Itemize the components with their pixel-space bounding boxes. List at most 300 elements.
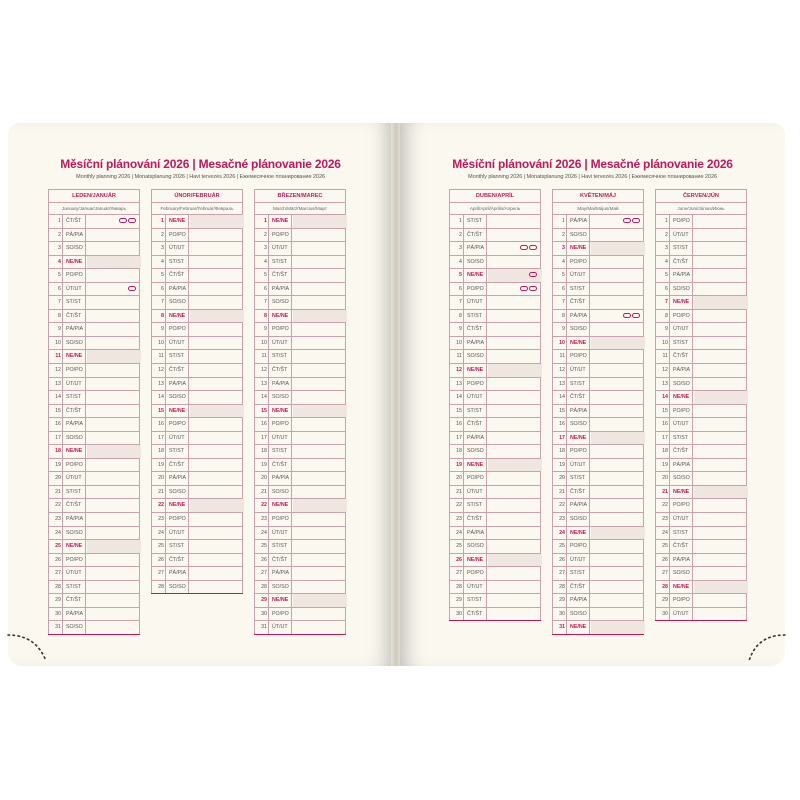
day-number: 1 [58, 218, 61, 224]
day-row[interactable] [151, 417, 243, 431]
day-row[interactable] [48, 363, 140, 377]
weekday-label: PÁ/PIA [62, 418, 86, 431]
day-row[interactable] [552, 498, 644, 512]
day-row[interactable] [48, 553, 140, 567]
day-row[interactable] [552, 526, 644, 540]
day-row[interactable] [48, 431, 140, 445]
day-row[interactable] [254, 485, 346, 499]
day-row[interactable] [151, 377, 243, 391]
day-row[interactable] [151, 309, 243, 323]
day-number: 22 [559, 502, 565, 509]
day-row[interactable] [655, 431, 747, 445]
weekday-label: SO/SO [62, 432, 86, 445]
day-row[interactable] [151, 390, 243, 404]
day-row[interactable] [655, 539, 747, 553]
day-row[interactable] [552, 336, 644, 350]
day-number: 11 [456, 353, 462, 360]
day-row[interactable] [48, 404, 140, 418]
day-row[interactable] [655, 349, 747, 363]
weekday-label: SO/SO [165, 391, 189, 404]
day-row[interactable] [48, 458, 140, 472]
day-row[interactable] [254, 390, 346, 404]
day-row[interactable] [655, 458, 747, 472]
day-row[interactable] [254, 431, 346, 445]
day-number: 9 [58, 326, 61, 333]
day-row[interactable] [655, 512, 747, 526]
day-row[interactable] [449, 322, 541, 336]
day-row[interactable] [655, 255, 747, 269]
day-number: 19 [261, 461, 267, 468]
day-row[interactable] [151, 214, 243, 228]
day-row[interactable] [254, 607, 346, 621]
day-row[interactable] [449, 458, 541, 472]
day-row[interactable] [449, 241, 541, 255]
weekday-label: PO/PO [463, 283, 487, 296]
weekday-label: PO/PO [566, 540, 590, 553]
day-row[interactable] [449, 580, 541, 594]
day-row[interactable] [48, 241, 140, 255]
day-row[interactable] [449, 498, 541, 512]
day-row[interactable] [449, 607, 541, 621]
day-row[interactable] [151, 349, 243, 363]
day-row[interactable] [449, 593, 541, 607]
day-row[interactable] [151, 580, 243, 594]
day-row[interactable] [254, 471, 346, 485]
day-row[interactable] [655, 295, 747, 309]
day-row[interactable] [552, 417, 644, 431]
day-row[interactable] [655, 322, 747, 336]
weekday-label: SO/SO [62, 337, 86, 350]
day-number: 24 [662, 529, 668, 536]
day-row[interactable] [151, 471, 243, 485]
day-row[interactable] [552, 241, 644, 255]
day-number: 25 [261, 543, 267, 550]
day-row[interactable] [151, 322, 243, 336]
day-row[interactable] [151, 526, 243, 540]
day-row[interactable] [151, 363, 243, 377]
day-row[interactable] [655, 377, 747, 391]
day-number: 10 [456, 339, 462, 346]
day-number: 1 [459, 218, 462, 224]
day-row[interactable] [655, 471, 747, 485]
day-row[interactable] [449, 377, 541, 391]
day-row[interactable] [151, 404, 243, 418]
day-number: 10 [662, 339, 668, 346]
day-number: 19 [158, 461, 164, 468]
day-row[interactable] [552, 404, 644, 418]
day-row[interactable] [151, 282, 243, 296]
day-number: 15 [456, 407, 462, 414]
day-row[interactable] [151, 498, 243, 512]
day-row[interactable] [449, 268, 541, 282]
day-row[interactable] [655, 566, 747, 580]
day-row[interactable] [48, 377, 140, 391]
day-row[interactable] [449, 349, 541, 363]
weekday-label: NE/NE [566, 527, 590, 540]
day-row[interactable] [151, 431, 243, 445]
day-row[interactable] [655, 214, 747, 228]
weekday-label: PÁ/PIA [566, 215, 590, 228]
day-row[interactable] [449, 282, 541, 296]
day-row[interactable] [552, 444, 644, 458]
day-row[interactable] [254, 295, 346, 309]
day-number: 3 [459, 245, 462, 252]
day-row[interactable] [151, 444, 243, 458]
day-row[interactable] [48, 336, 140, 350]
day-row[interactable] [655, 404, 747, 418]
day-number: 21 [456, 488, 462, 495]
page-title: Měsíční plánování 2026 | Mesačné plánovanie 2026 [60, 157, 341, 171]
day-row[interactable] [552, 214, 644, 228]
day-row[interactable] [449, 431, 541, 445]
day-row[interactable] [552, 282, 644, 296]
day-row[interactable] [254, 580, 346, 594]
day-row[interactable] [449, 512, 541, 526]
day-number: 12 [55, 367, 61, 374]
day-row[interactable] [254, 282, 346, 296]
day-row[interactable] [449, 526, 541, 540]
weekday-label: SO/SO [268, 581, 292, 594]
day-row[interactable] [48, 349, 140, 363]
day-row[interactable] [151, 485, 243, 499]
flag-badge-icon [529, 245, 537, 250]
day-number: 18 [261, 448, 267, 455]
flag-badge-icon [520, 286, 528, 291]
day-number: 3 [161, 245, 164, 252]
day-number: 4 [161, 258, 164, 265]
day-row[interactable] [552, 458, 644, 472]
day-row[interactable] [655, 336, 747, 350]
weekday-label: ÚT/UT [566, 554, 590, 567]
weekday-label: PÁ/PIA [268, 472, 292, 485]
day-row[interactable] [48, 295, 140, 309]
day-row[interactable] [48, 322, 140, 336]
day-row[interactable] [655, 485, 747, 499]
weekday-label: ST/ST [566, 472, 590, 485]
day-row[interactable] [254, 526, 346, 540]
day-number: 6 [459, 285, 462, 292]
day-row[interactable] [552, 349, 644, 363]
day-row[interactable] [48, 417, 140, 431]
day-row[interactable] [552, 539, 644, 553]
day-row[interactable] [449, 566, 541, 580]
day-row[interactable] [449, 539, 541, 553]
day-row[interactable] [254, 620, 346, 634]
day-number: 28 [456, 583, 462, 590]
day-number: 27 [456, 570, 462, 577]
month-block [151, 189, 243, 594]
weekday-label: PO/PO [268, 513, 292, 526]
day-row[interactable] [552, 268, 644, 282]
weekday-label: ÚT/UT [566, 459, 590, 472]
weekday-label: ÚT/UT [165, 432, 189, 445]
day-row[interactable] [254, 214, 346, 228]
day-number: 23 [662, 516, 668, 523]
day-number: 27 [559, 570, 565, 577]
day-row[interactable] [48, 268, 140, 282]
day-row[interactable] [48, 539, 140, 553]
day-number: 2 [161, 231, 164, 238]
day-row[interactable] [254, 336, 346, 350]
weekday-label: PÁ/PIA [165, 567, 189, 580]
day-number: 13 [456, 380, 462, 387]
flag-badge-icon [529, 272, 537, 277]
day-row[interactable] [552, 580, 644, 594]
day-row[interactable] [48, 309, 140, 323]
day-row[interactable] [48, 498, 140, 512]
day-row[interactable] [254, 228, 346, 242]
day-row[interactable] [655, 417, 747, 431]
day-row[interactable] [449, 417, 541, 431]
day-row[interactable] [655, 309, 747, 323]
weekday-label: ČT/ŠT [62, 499, 86, 512]
day-row[interactable] [552, 255, 644, 269]
day-row[interactable] [655, 363, 747, 377]
day-row[interactable] [48, 580, 140, 594]
weekday-label: ČT/ŠT [165, 554, 189, 567]
day-row[interactable] [655, 526, 747, 540]
day-row[interactable] [655, 228, 747, 242]
day-row[interactable] [151, 228, 243, 242]
day-number: 22 [158, 502, 164, 509]
weekday-label: PÁ/PIA [669, 459, 693, 472]
day-row[interactable] [48, 566, 140, 580]
day-row[interactable] [449, 228, 541, 242]
day-row[interactable] [48, 593, 140, 607]
day-row[interactable] [552, 593, 644, 607]
day-number: 21 [55, 488, 61, 495]
day-row[interactable] [48, 485, 140, 499]
weekday-label: NE/NE [463, 459, 487, 472]
day-number: 31 [261, 624, 267, 631]
day-row[interactable] [655, 241, 747, 255]
month-name: BŘEZEN/MAREC [254, 189, 346, 202]
flag-badge-icon [623, 218, 631, 223]
weekday-label: PÁ/PIA [268, 378, 292, 391]
weekday-label: NE/NE [165, 310, 189, 323]
day-row[interactable] [254, 566, 346, 580]
weekday-label: SO/SO [62, 621, 86, 634]
day-list [449, 214, 541, 621]
day-row[interactable] [254, 309, 346, 323]
day-row[interactable] [449, 309, 541, 323]
day-row[interactable] [151, 268, 243, 282]
day-row[interactable] [254, 363, 346, 377]
day-number: 16 [158, 421, 164, 428]
day-row[interactable] [655, 580, 747, 594]
day-row[interactable] [254, 458, 346, 472]
day-row[interactable] [655, 268, 747, 282]
day-row[interactable] [254, 417, 346, 431]
day-row[interactable] [449, 363, 541, 377]
day-row[interactable] [254, 553, 346, 567]
day-row[interactable] [254, 498, 346, 512]
day-row[interactable] [449, 336, 541, 350]
day-number: 20 [261, 475, 267, 482]
weekday-label: ST/ST [463, 594, 487, 607]
day-row[interactable] [48, 228, 140, 242]
day-row[interactable] [48, 255, 140, 269]
month-name: KVĚTEN/MÁJ [552, 189, 644, 202]
day-row[interactable] [655, 553, 747, 567]
day-number: 5 [58, 272, 61, 279]
weekday-label: ÚT/UT [268, 242, 292, 255]
weekday-label: PO/PO [62, 554, 86, 567]
day-number: 21 [662, 488, 668, 495]
day-number: 17 [158, 434, 164, 441]
day-row[interactable] [655, 498, 747, 512]
day-row[interactable] [48, 214, 140, 228]
day-row[interactable] [449, 295, 541, 309]
day-row[interactable] [552, 471, 644, 485]
day-row[interactable] [151, 255, 243, 269]
day-row[interactable] [151, 539, 243, 553]
weekday-label: ST/ST [463, 215, 487, 228]
day-row[interactable] [552, 363, 644, 377]
day-row[interactable] [151, 241, 243, 255]
weekday-label: ÚT/UT [669, 513, 693, 526]
day-number: 1 [562, 218, 565, 224]
day-number: 9 [459, 326, 462, 333]
day-number: 12 [662, 367, 668, 374]
weekday-label: ST/ST [669, 337, 693, 350]
day-row[interactable] [254, 404, 346, 418]
day-row[interactable] [552, 620, 644, 634]
day-number: 21 [158, 488, 164, 495]
weekday-label: ÚT/UT [165, 527, 189, 540]
day-row[interactable] [48, 471, 140, 485]
day-row[interactable] [552, 309, 644, 323]
weekday-label: PO/PO [669, 215, 693, 228]
weekday-label: SO/SO [165, 581, 189, 594]
day-row[interactable] [552, 390, 644, 404]
day-row[interactable] [151, 295, 243, 309]
day-number: 22 [55, 502, 61, 509]
day-number: 20 [55, 475, 61, 482]
day-row[interactable] [48, 282, 140, 296]
day-row[interactable] [449, 471, 541, 485]
day-row[interactable] [48, 620, 140, 634]
weekday-label: NE/NE [268, 405, 292, 418]
weekday-label: PÁ/PIA [62, 513, 86, 526]
weekday-label: SO/SO [566, 513, 590, 526]
day-row[interactable] [655, 593, 747, 607]
day-row[interactable] [655, 282, 747, 296]
weekday-label: PÁ/PIA [669, 364, 693, 377]
weekday-label: ÚT/UT [165, 242, 189, 255]
weekday-label: ÚT/UT [268, 527, 292, 540]
weekday-label: PO/PO [463, 472, 487, 485]
day-row[interactable] [552, 485, 644, 499]
weekday-label: PO/PO [669, 310, 693, 323]
day-row[interactable] [48, 607, 140, 621]
day-row[interactable] [254, 512, 346, 526]
weekday-label: SO/SO [268, 296, 292, 309]
weekday-label: SO/SO [669, 567, 693, 580]
day-number: 30 [261, 610, 267, 617]
day-number: 11 [662, 353, 668, 360]
day-row[interactable] [449, 214, 541, 228]
day-row[interactable] [254, 241, 346, 255]
day-row[interactable] [151, 336, 243, 350]
day-list [151, 214, 243, 594]
day-row[interactable] [449, 553, 541, 567]
day-row[interactable] [552, 295, 644, 309]
month-name-translations: February/Februar/Február/Февраль [151, 202, 243, 214]
day-number: 10 [55, 339, 61, 346]
day-row[interactable] [254, 322, 346, 336]
day-row[interactable] [449, 444, 541, 458]
weekday-label: PÁ/PIA [165, 378, 189, 391]
day-row[interactable] [151, 566, 243, 580]
day-row[interactable] [552, 512, 644, 526]
day-row[interactable] [254, 539, 346, 553]
day-number: 29 [456, 597, 462, 604]
weekday-label: PÁ/PIA [268, 283, 292, 296]
day-number: 26 [55, 556, 61, 563]
weekday-label: ČT/ŠT [463, 608, 487, 621]
day-row[interactable] [254, 377, 346, 391]
day-row[interactable] [655, 607, 747, 621]
day-row[interactable] [48, 444, 140, 458]
weekday-label: SO/SO [566, 323, 590, 336]
weekday-label: SO/SO [566, 418, 590, 431]
day-number: 2 [562, 231, 565, 238]
day-row[interactable] [151, 512, 243, 526]
day-row[interactable] [449, 404, 541, 418]
day-row[interactable] [449, 485, 541, 499]
weekday-label: ÚT/UT [463, 486, 487, 499]
left-page [8, 123, 393, 666]
day-row[interactable] [552, 553, 644, 567]
day-row[interactable] [254, 349, 346, 363]
day-number: 30 [662, 610, 668, 617]
day-row[interactable] [254, 444, 346, 458]
day-row[interactable] [48, 512, 140, 526]
day-row[interactable] [655, 390, 747, 404]
day-row[interactable] [254, 593, 346, 607]
day-row[interactable] [552, 431, 644, 445]
weekday-label: ČT/ŠT [463, 229, 487, 242]
corner-dots-decoration [745, 631, 795, 661]
day-row[interactable] [552, 228, 644, 242]
day-row[interactable] [151, 553, 243, 567]
day-number: 6 [161, 285, 164, 292]
day-row[interactable] [449, 390, 541, 404]
day-number: 16 [55, 421, 61, 428]
weekday-label: ST/ST [669, 527, 693, 540]
day-row[interactable] [151, 458, 243, 472]
day-row[interactable] [655, 444, 747, 458]
day-row[interactable] [552, 377, 644, 391]
day-row[interactable] [552, 607, 644, 621]
day-row[interactable] [552, 322, 644, 336]
day-number: 11 [261, 353, 267, 360]
day-row[interactable] [449, 255, 541, 269]
day-number: 11 [55, 353, 61, 360]
day-row[interactable] [254, 268, 346, 282]
day-row[interactable] [552, 566, 644, 580]
day-row[interactable] [254, 255, 346, 269]
day-number: 24 [559, 529, 565, 536]
day-number: 10 [158, 339, 164, 346]
flag-badge-icon [529, 286, 537, 291]
day-row[interactable] [48, 390, 140, 404]
weekday-label: ÚT/UT [566, 364, 590, 377]
day-row[interactable] [48, 526, 140, 540]
day-number: 29 [55, 597, 61, 604]
weekday-label: NE/NE [165, 499, 189, 512]
